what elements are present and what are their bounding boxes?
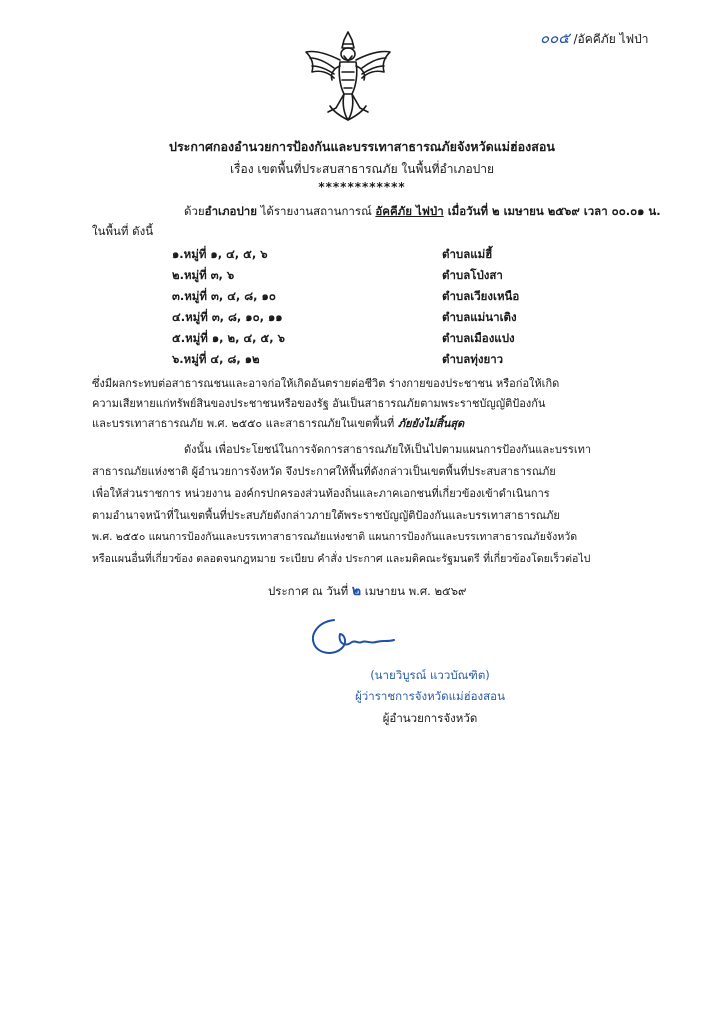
announce-suffix: เมษายน พ.ศ. ๒๕๖๙ <box>361 584 467 598</box>
title-separator: ************ <box>318 180 406 194</box>
impact-line-1: ซึ่งมีผลกระทบต่อสาธารณชนและอาจก่อให้เกิดอันตรายต่อชีวิต ร่างกายของประชาชน หรือก่อให้เกิด <box>92 377 560 390</box>
reference-label: /อัคคีภัย ไฟป่า <box>573 32 649 46</box>
reference-number <box>540 26 710 50</box>
area-villages: ๒.หมู่ที่ ๓, ๖ <box>172 268 235 282</box>
area-row <box>172 351 592 369</box>
garuda-emblem-icon <box>300 28 396 124</box>
area-row <box>172 330 592 348</box>
announcement-title: ประกาศกองอำนวยการป้องกันและบรรเทาสาธารณภัยจังหวัดแม่ฮ่องสอน <box>169 139 555 154</box>
body-line-4: ตามอำนาจหน้าที่ในเขตพื้นที่ประสบภัยดังกล่าวภายใต้พระราชบัญญัติป้องกันและบรรเทาสาธารณภัย <box>92 509 560 522</box>
intro-line <box>184 203 661 221</box>
body-line-3: เพื่อให้ส่วนราชการ หน่วยงาน องค์กรปกครองส่วนท้องถิ่นและภาคเอกชนที่เกี่ยวข้องเข้าดำเนินการ <box>92 487 550 500</box>
announce-day: ๒ <box>351 583 362 599</box>
body-line-6: หรือแผนอื่นที่เกี่ยวข้อง ตลอดจนกฎหมาย ระเบียบ คำสั่ง ประกาศ และมติคณะรัฐมนตรี ที่เกี่ยวข้องโดยเร็วต่อไป <box>92 553 591 565</box>
signatory-role: ผู้อำนวยการจังหวัด <box>382 711 478 725</box>
signatory-name: (นายวิบูรณ์ แววบัณฑิต) <box>370 668 490 682</box>
impact-line-3-text: และบรรเทาสาธารณภัย พ.ศ. ๒๕๕๐ และสาธารณภัยในเขตพื้นที่ <box>92 417 398 430</box>
body-line-5: พ.ศ. ๒๕๕๐ แผนการป้องกันและบรรเทาสาธารณภัยแห่งชาติ แผนการป้องกันและบรรเทาสาธารณภัยจังหวัด <box>92 531 578 543</box>
signatory-position: ผู้ว่าราชการจังหวัดแม่ฮ่องสอน <box>355 689 505 703</box>
area-villages: ๔.หมู่ที่ ๓, ๘, ๑๐, ๑๑ <box>172 310 283 324</box>
area-subdistrict: ตำบลเมืองแปง <box>442 331 515 345</box>
intro-district: อำเภอปาย <box>204 204 257 218</box>
reference-handwritten-number: ๐๐๕ <box>540 29 570 47</box>
area-villages: ๓.หมู่ที่ ๓, ๔, ๘, ๑๐ <box>172 289 276 303</box>
area-subdistrict: ตำบลทุ่งยาว <box>442 352 504 366</box>
disaster-status: ภัยยังไม่สิ้นสุด <box>397 417 465 430</box>
area-row <box>172 288 592 306</box>
intro-middle: ได้รายงานสถานการณ์ <box>256 204 376 218</box>
intro-date: เมื่อวันที่ ๒ เมษายน ๒๕๖๙ เวลา ๐๐.๐๑ น. <box>443 204 661 218</box>
intro-prefix: ด้วย <box>184 204 205 218</box>
announce-date <box>268 580 466 602</box>
area-villages: ๕.หมู่ที่ ๑, ๒, ๔, ๕, ๖ <box>172 331 285 345</box>
body-line-2: สาธารณภัยแห่งชาติ ผู้อำนวยการจังหวัด จึงประกาศให้พื้นที่ดังกล่าวเป็นเขตพื้นที่ประสบสาธารณภัย <box>92 465 556 478</box>
area-row <box>172 309 592 327</box>
area-subdistrict: ตำบลโป่งสา <box>442 268 503 282</box>
intro-disaster: อัคคีภัย ไฟป่า <box>375 204 444 218</box>
announcement-subject: เรื่อง เขตพื้นที่ประสบสาธารณภัย ในพื้นที่อำเภอปาย <box>229 162 495 176</box>
area-subdistrict: ตำบลแม่ฮี้ <box>442 247 493 261</box>
body-line-1: ดังนั้น เพื่อประโยชน์ในการจัดการสาธารณภัยให้เป็นไปตามแผนการป้องกันและบรรเทา <box>184 443 591 456</box>
area-villages: ๑.หมู่ที่ ๑, ๔, ๕, ๖ <box>172 247 268 261</box>
impact-line-2: ความเสียหายแก่ทรัพย์สินของประชาชนหรือของรัฐ อันเป็นสาธารณภัยตามพระราชบัญญัติป้องกัน <box>92 397 546 410</box>
impact-line-3 <box>92 414 464 432</box>
area-subdistrict: ตำบลเวียงเหนือ <box>442 289 520 303</box>
handwritten-signature-icon <box>300 612 420 662</box>
intro-continuation: ในพื้นที่ ดังนี้ <box>92 224 154 238</box>
area-row <box>172 246 592 264</box>
area-villages: ๖.หมู่ที่ ๔, ๘, ๑๒ <box>172 352 260 366</box>
area-row <box>172 267 592 285</box>
announce-prefix: ประกาศ ณ วันที่ <box>268 584 352 598</box>
area-subdistrict: ตำบลแม่นาเติง <box>442 310 517 324</box>
